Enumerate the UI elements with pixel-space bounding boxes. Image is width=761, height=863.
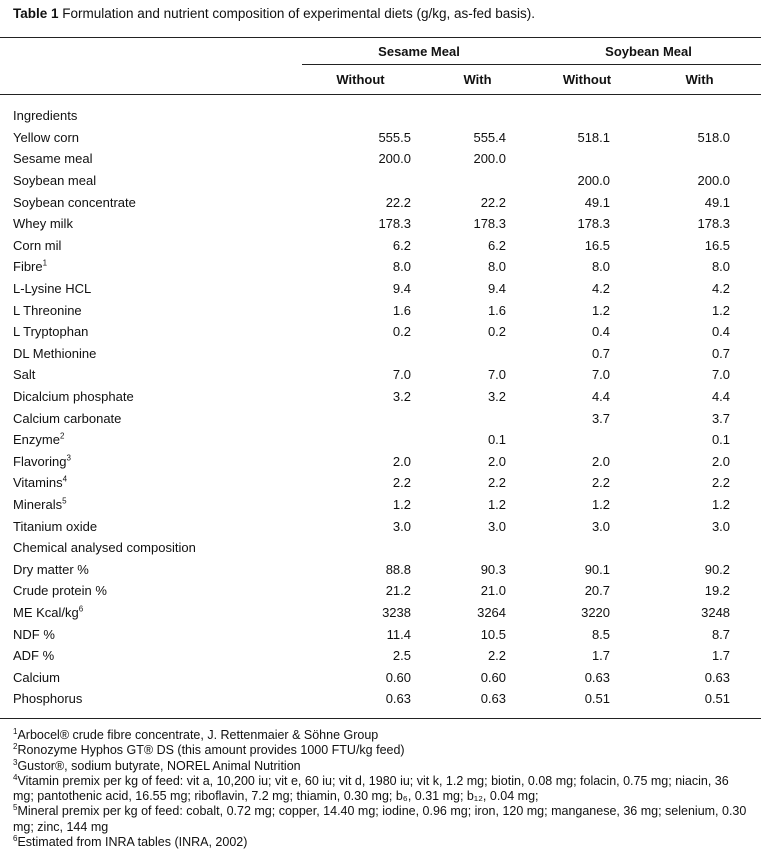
- footnote: [13, 759, 753, 774]
- table-row: [0, 213, 761, 235]
- row-label: [0, 364, 302, 386]
- cell-value: [419, 170, 536, 192]
- cell-value: 16.5: [704, 237, 731, 253]
- cell-value: [419, 407, 536, 429]
- footnote: [13, 835, 753, 850]
- cell-value: 0.1: [711, 432, 731, 448]
- table-row: [0, 472, 761, 494]
- row-label: [0, 191, 302, 213]
- cell-value: [419, 343, 536, 365]
- table-row: [0, 191, 761, 213]
- cell-value: 0.4: [711, 324, 731, 340]
- row-label-text: Soybean meal: [13, 173, 97, 189]
- cell-value: 0.51: [638, 688, 761, 718]
- cell-value: 1.6: [487, 302, 507, 318]
- cell-value: 4.2: [711, 281, 731, 297]
- cell-value: 8.0: [392, 259, 411, 275]
- cell-value: 518.0: [697, 129, 731, 145]
- cell-value: 90.2: [704, 561, 731, 577]
- footnote-text: Gustor®, sodium butyrate, NOREL Animal Nutrition: [17, 758, 301, 773]
- footnote-number: 3: [13, 757, 18, 767]
- table-row: [0, 451, 761, 473]
- cell-value: 21.0: [480, 583, 507, 599]
- cell-value: 0.1: [487, 432, 507, 448]
- row-label: [0, 148, 302, 170]
- table-row: [0, 602, 761, 624]
- cell-value: 2.2: [591, 475, 611, 491]
- footnote-marker: 6: [78, 604, 84, 614]
- row-label-text: Yellow corn: [13, 129, 80, 145]
- row-label: [0, 580, 302, 602]
- row-label-text: Enzyme: [13, 432, 60, 448]
- row-label: [0, 666, 302, 688]
- cell-value: 0.2: [392, 324, 411, 340]
- cell-value: 6.2: [392, 237, 411, 253]
- cell-value: 3.2: [392, 389, 411, 405]
- footnote-marker: 4: [62, 475, 68, 485]
- row-label-text: Soybean concentrate: [13, 194, 136, 210]
- row-label-text: NDF %: [13, 626, 55, 642]
- cell-value: 3.0: [711, 518, 731, 534]
- cell-value: 4.4: [711, 389, 731, 405]
- cell-value: 0.63: [302, 688, 419, 718]
- cell-value: 2.2: [487, 475, 507, 491]
- cell-value: 16.5: [584, 237, 611, 253]
- row-label: [0, 407, 302, 429]
- table-row: [0, 494, 761, 516]
- cell-value: 1.7: [711, 648, 731, 664]
- table-label: Table 1: [13, 6, 59, 21]
- footnote-text: Vitamin premix per kg of feed: vit a, 10,200 iu; vit e, 60 iu; vit d, 1980 iu; vit k, 1.2 mg; biotin, 0.08 mg; folacin, 0.75 mg; niacin, 36 mg; pantothenic acid, 16.55 mg; riboflavin, 7.2 mg; thiamin, 0.30 mg; b₆, 0.31 mg; b₁₂, 0.04 mg;: [13, 773, 729, 804]
- cell-value: [302, 170, 419, 192]
- row-label-text: Sesame meal: [13, 151, 93, 167]
- row-label-text: ADF %: [13, 648, 55, 664]
- table-row: [0, 127, 761, 149]
- cell-value: 49.1: [584, 194, 611, 210]
- row-label: [0, 299, 302, 321]
- cell-value: 0.2: [487, 324, 507, 340]
- cell-value: [536, 148, 638, 170]
- subheader-soybean-without: Without: [536, 65, 638, 95]
- cell-value: 1.2: [591, 496, 611, 512]
- cell-value: 1.2: [711, 302, 731, 318]
- cell-value: 2.0: [392, 453, 411, 469]
- table-row: [0, 407, 761, 429]
- cell-value: [419, 95, 536, 127]
- table-row: [0, 235, 761, 257]
- table-row: [0, 386, 761, 408]
- footnote-number: 1: [13, 726, 18, 736]
- cell-value: [302, 407, 419, 429]
- subheader-blank: [0, 65, 302, 95]
- footnote: [13, 728, 753, 743]
- table-row: [0, 558, 761, 580]
- cell-value: 3264: [477, 604, 507, 620]
- cell-value: 2.2: [392, 475, 411, 491]
- row-label-text: Ingredients: [13, 108, 78, 124]
- footnote-number: 6: [13, 833, 18, 843]
- cell-value: 21.2: [385, 583, 411, 599]
- cell-value: 8.0: [711, 259, 731, 275]
- footnote-text: Ronozyme Hyphos GT® DS (this amount provides 1000 FTU/kg feed): [17, 743, 405, 758]
- cell-value: 0.4: [591, 324, 611, 340]
- row-label: [0, 429, 302, 451]
- table-row: [0, 170, 761, 192]
- subheader-soybean-with: With: [638, 65, 761, 95]
- footnote: [13, 774, 753, 805]
- cell-value: 8.0: [487, 259, 507, 275]
- row-label-text: Calcium carbonate: [13, 410, 122, 426]
- table-row: [0, 148, 761, 170]
- subheader-sesame-without: Without: [302, 65, 419, 95]
- cell-value: 200.0: [473, 151, 507, 167]
- table-row: [0, 515, 761, 537]
- row-label: [0, 602, 302, 624]
- table-row: [0, 364, 761, 386]
- cell-value: 0.63: [419, 688, 536, 718]
- cell-value: 90.3: [480, 561, 507, 577]
- group-header-sesame: Sesame Meal: [302, 38, 536, 65]
- row-label-text: Vitamins: [13, 475, 63, 491]
- table-row: [0, 256, 761, 278]
- table-row: [0, 688, 761, 718]
- cell-value: 2.0: [711, 453, 731, 469]
- cell-value: 1.2: [392, 496, 411, 512]
- cell-value: 22.2: [385, 194, 411, 210]
- footnote-number: 4: [13, 772, 18, 782]
- table-row: [0, 95, 761, 127]
- footnote-text: Estimated from INRA tables (INRA, 2002): [17, 835, 248, 850]
- cell-value: 3.0: [487, 518, 507, 534]
- row-label: [0, 95, 302, 127]
- row-label: [0, 127, 302, 149]
- cell-value: 7.0: [392, 367, 411, 383]
- row-label-text: DL Methionine: [13, 345, 97, 361]
- cell-value: 19.2: [704, 583, 731, 599]
- cell-value: 3248: [701, 604, 731, 620]
- row-label: [0, 494, 302, 516]
- cell-value: 2.5: [392, 648, 411, 664]
- cell-value: 11.4: [386, 626, 411, 642]
- cell-value: [302, 429, 419, 451]
- row-label: [0, 235, 302, 257]
- footnote-text: Mineral premix per kg of feed: cobalt, 0.72 mg; copper, 14.40 mg; iodine, 0.96 mg; iron, 120 mg; manganese, 36 mg; selenium, 0.30 mg; zinc, 144 mg: [13, 804, 747, 834]
- cell-value: 7.0: [711, 367, 731, 383]
- row-label-text: ME Kcal/kg: [13, 604, 79, 620]
- cell-value: 2.0: [487, 453, 507, 469]
- cell-value: [536, 537, 638, 559]
- row-label-text: Corn mil: [13, 237, 62, 253]
- cell-value: 7.0: [487, 367, 507, 383]
- cell-value: 3.2: [487, 389, 507, 405]
- cell-value: 3.0: [392, 518, 411, 534]
- row-label: [0, 278, 302, 300]
- cell-value: 7.0: [591, 367, 611, 383]
- cell-value: 178.3: [473, 216, 507, 232]
- row-label: [0, 213, 302, 235]
- cell-value: 1.2: [591, 302, 611, 318]
- cell-value: 2.2: [711, 475, 731, 491]
- row-label: [0, 558, 302, 580]
- row-label: [0, 537, 302, 559]
- group-header-soybean: Soybean Meal: [536, 38, 761, 65]
- row-label: [0, 645, 302, 667]
- cell-value: 0.60: [480, 669, 507, 685]
- footnote: [13, 804, 753, 835]
- table-row: [0, 299, 761, 321]
- row-label-text: Dicalcium phosphate: [13, 389, 134, 405]
- table-caption: [13, 6, 535, 21]
- row-label: [0, 170, 302, 192]
- row-label: [0, 386, 302, 408]
- diet-composition-table: [0, 37, 761, 719]
- cell-value: 518.1: [577, 129, 611, 145]
- table-row: [0, 580, 761, 602]
- cell-value: 555.5: [378, 129, 411, 145]
- cell-value: 3.7: [711, 410, 731, 426]
- row-label: [0, 623, 302, 645]
- cell-value: 8.7: [711, 626, 731, 642]
- cell-value: [302, 343, 419, 365]
- cell-value: 9.4: [487, 281, 507, 297]
- cell-value: 178.3: [577, 216, 611, 232]
- cell-value: 0.7: [711, 345, 731, 361]
- cell-value: 3.0: [591, 518, 611, 534]
- table-caption-text: Formulation and nutrient composition of experimental diets (g/kg, as-fed basis).: [58, 6, 536, 21]
- cell-value: [536, 429, 638, 451]
- cell-value: 1.2: [487, 496, 507, 512]
- footnote-text: Arbocel® crude fibre concentrate, J. Rettenmaier & Söhne Group: [17, 728, 379, 742]
- cell-value: 0.7: [591, 345, 611, 361]
- row-label-text: Whey milk: [13, 216, 73, 232]
- cell-value: 88.8: [385, 561, 411, 577]
- table-row: [0, 537, 761, 559]
- cell-value: 20.7: [584, 583, 611, 599]
- footnote: [13, 743, 753, 758]
- cell-value: 6.2: [487, 237, 507, 253]
- table-row: [0, 623, 761, 645]
- footnote-marker: 5: [62, 496, 67, 506]
- row-label: [0, 472, 302, 494]
- row-label: [0, 515, 302, 537]
- subheader-sesame-with: With: [419, 65, 536, 95]
- table-row: [0, 343, 761, 365]
- cell-value: 555.4: [473, 129, 507, 145]
- cell-value: 1.2: [711, 496, 731, 512]
- cell-value: 0.60: [385, 669, 411, 685]
- cell-value: [638, 148, 761, 170]
- cell-value: [302, 95, 419, 127]
- cell-value: 1.7: [591, 648, 611, 664]
- footnote-number: 2: [13, 742, 18, 752]
- cell-value: 3.7: [591, 410, 611, 426]
- row-label-text: L Threonine: [13, 302, 82, 318]
- cell-value: 10.5: [480, 626, 507, 642]
- cell-value: 49.1: [704, 194, 731, 210]
- cell-value: 200.0: [577, 173, 611, 189]
- row-label: [0, 321, 302, 343]
- row-label: [0, 256, 302, 278]
- row-label-text: Fibre: [13, 259, 43, 275]
- cell-value: [638, 95, 761, 127]
- cell-value: 8.0: [591, 259, 611, 275]
- cell-value: [419, 537, 536, 559]
- row-label-text: Dry matter %: [13, 561, 89, 577]
- footnote-number: 5: [13, 803, 18, 813]
- cell-value: 22.2: [480, 194, 507, 210]
- cell-value: [638, 537, 761, 559]
- cell-value: 200.0: [378, 151, 411, 167]
- table-row: [0, 429, 761, 451]
- cell-value: 200.0: [697, 173, 731, 189]
- cell-value: 2.0: [591, 453, 611, 469]
- cell-value: 0.63: [704, 669, 731, 685]
- row-label-text: Phosphorus: [13, 691, 83, 707]
- row-label-text: Flavoring: [13, 453, 67, 469]
- cell-value: 3220: [581, 604, 611, 620]
- footnote-marker: 3: [66, 453, 71, 463]
- cell-value: 9.4: [392, 281, 411, 297]
- row-label: [0, 343, 302, 365]
- row-label-text: Chemical analysed composition: [13, 540, 196, 556]
- cell-value: 8.5: [591, 626, 611, 642]
- footnote-marker: 1: [42, 259, 48, 269]
- cell-value: 2.2: [487, 648, 507, 664]
- row-label: [0, 688, 302, 718]
- cell-value: 178.3: [697, 216, 731, 232]
- cell-value: 4.2: [591, 281, 611, 297]
- row-label-text: Crude protein %: [13, 583, 107, 599]
- cell-value: 178.3: [378, 216, 411, 232]
- row-label-text: L-Lysine HCL: [13, 281, 92, 297]
- header-blank: [0, 38, 302, 65]
- cell-value: 0.51: [536, 688, 638, 718]
- cell-value: 90.1: [584, 561, 611, 577]
- row-label-text: Salt: [13, 367, 36, 383]
- row-label-text: Titanium oxide: [13, 518, 98, 534]
- table-row: [0, 666, 761, 688]
- row-label-text: L Tryptophan: [13, 324, 89, 340]
- footnotes: [13, 728, 753, 850]
- footnote-marker: 2: [59, 431, 65, 441]
- row-label-text: Minerals: [13, 496, 63, 512]
- cell-value: 4.4: [591, 389, 611, 405]
- cell-value: 1.6: [392, 302, 411, 318]
- table-row: [0, 278, 761, 300]
- cell-value: 0.63: [584, 669, 611, 685]
- row-label: [0, 451, 302, 473]
- table-row: [0, 321, 761, 343]
- row-label-text: Calcium: [13, 669, 60, 685]
- table-row: [0, 645, 761, 667]
- cell-value: [302, 537, 419, 559]
- cell-value: [536, 95, 638, 127]
- cell-value: 3238: [382, 604, 411, 620]
